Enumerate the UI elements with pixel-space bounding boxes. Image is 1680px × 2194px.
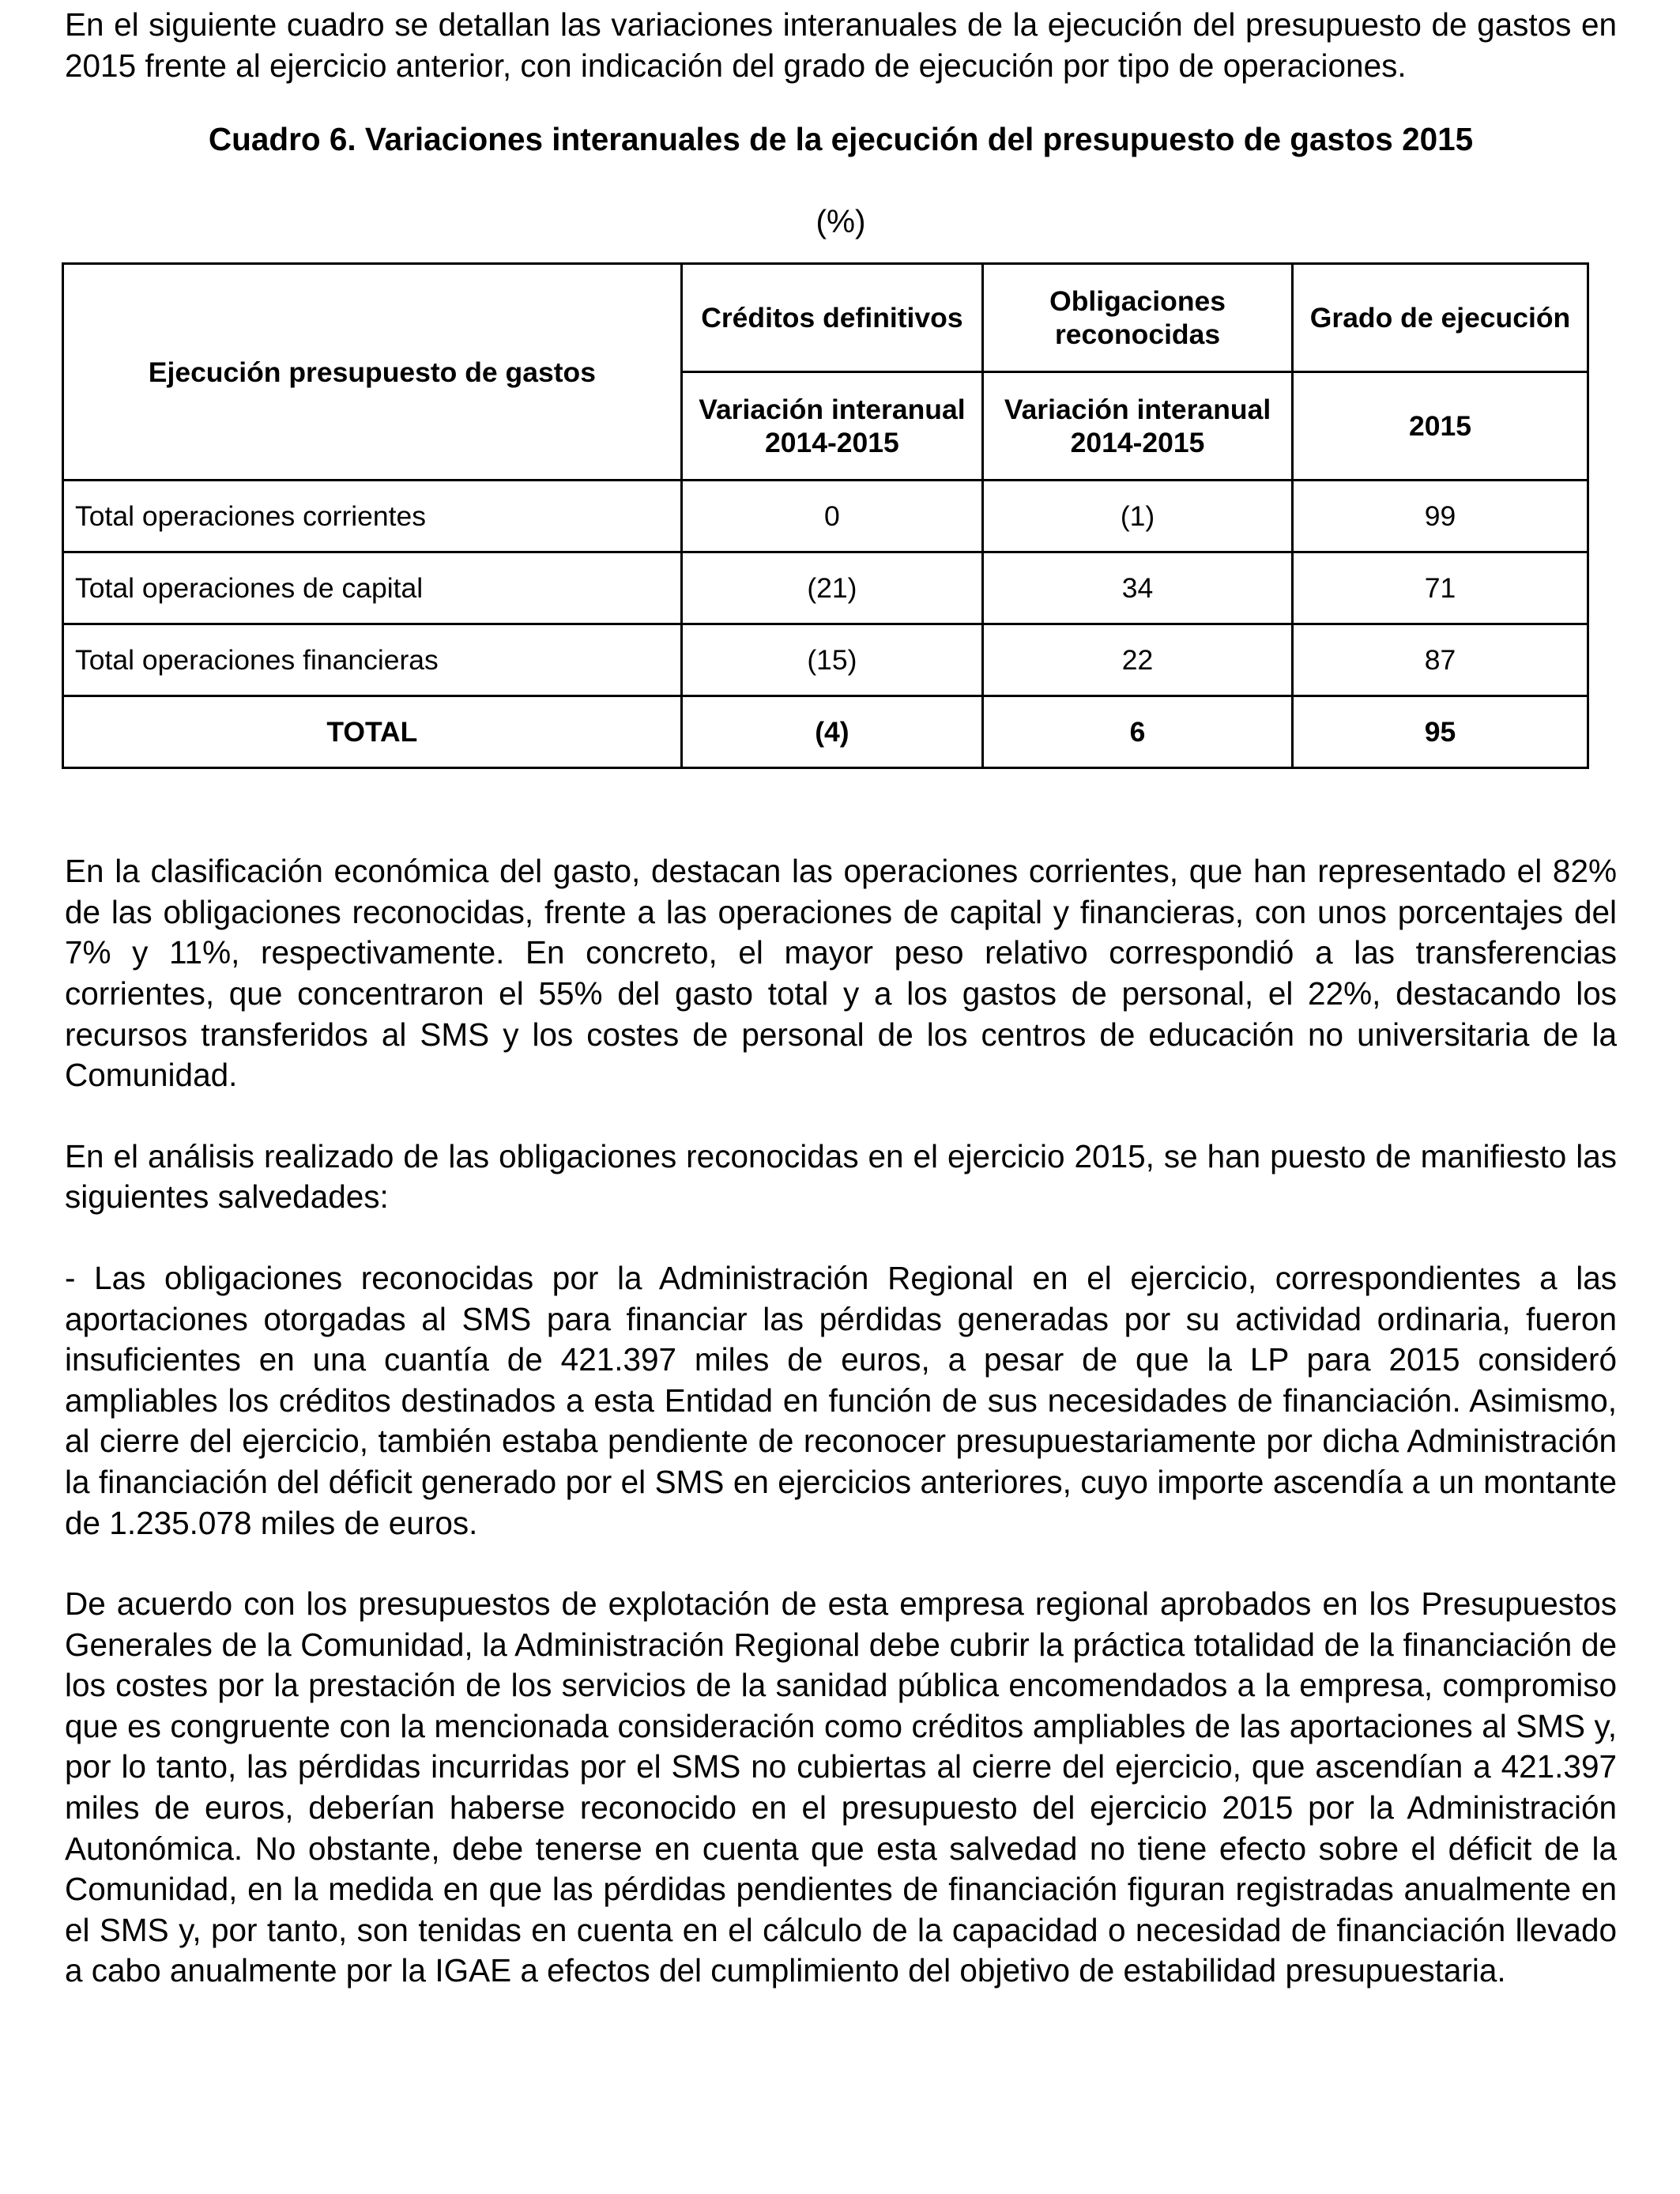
subheader-creditos: Variación interanual 2014-2015 — [681, 372, 982, 481]
budget-variation-table — [62, 262, 1589, 769]
row-obligaciones: 22 — [983, 624, 1293, 696]
total-obligaciones: 6 — [983, 696, 1293, 768]
header-creditos: Créditos definitivos — [681, 264, 982, 372]
subheader-obligaciones: Variación interanual 2014-2015 — [983, 372, 1293, 481]
row-creditos: (15) — [681, 624, 982, 696]
table-unit: (%) — [816, 203, 866, 240]
paragraph-analisis: En el análisis realizado de las obligaciones reconocidas en el ejercicio 2015, se han puesto de manifiesto las siguientes salvedades: — [65, 1137, 1617, 1216]
header-grado: Grado de ejecución — [1292, 264, 1588, 372]
total-label: TOTAL — [63, 696, 682, 768]
row-creditos: 0 — [681, 481, 982, 552]
row-obligaciones: (1) — [983, 481, 1293, 552]
subheader-grado: 2015 — [1292, 372, 1588, 481]
row-label: Total operaciones financieras — [63, 624, 682, 696]
intro-paragraph: En el siguiente cuadro se detallan las variaciones interanuales de la ejecución del presupuesto de gastos en 2015 frente al ejercicio anterior, con indicación del grado de ejecución por tipo de operaciones. — [65, 6, 1617, 84]
total-creditos: (4) — [681, 696, 982, 768]
row-label: Total operaciones corrientes — [63, 481, 682, 552]
row-grado: 71 — [1292, 552, 1588, 624]
header-ejecucion: Ejecución presupuesto de gastos — [63, 264, 682, 481]
total-grado: 95 — [1292, 696, 1588, 768]
row-creditos: (21) — [681, 552, 982, 624]
row-obligaciones: 34 — [983, 552, 1293, 624]
row-grado: 87 — [1292, 624, 1588, 696]
header-obligaciones: Obligaciones reconocidas — [983, 264, 1293, 372]
row-grado: 99 — [1292, 481, 1588, 552]
table-title: Cuadro 6. Variaciones interanuales de la ejecución del presupuesto de gastos 2015 — [208, 121, 1474, 158]
table-row — [63, 552, 1588, 624]
table-row — [63, 481, 1588, 552]
paragraph-salvedad: - Las obligaciones reconocidas por la Administración Regional en el ejercicio, correspondientes a las aportaciones otorgadas al SMS para financiar las pérdidas generadas por su actividad ordinaria, fueron insuficientes en una cuantía de 421.397 miles de euros, a pesar de que la LP para 2015 consideró ampliables los créditos destinados a esta Entidad en función de sus necesidades de financiación. Asimismo, al cierre del ejercicio, también estaba pendiente de reconocer presupuestariamente por dicha Administración la financiación del déficit generado por el SMS en ejercicios anteriores, cuyo importe ascendía a un montante de 1.235.078 miles de euros. — [65, 1259, 1617, 1541]
table-header-row — [63, 264, 1588, 372]
paragraph-presupuestos: De acuerdo con los presupuestos de explotación de esta empresa regional aprobados en los Presupuestos Generales de la Comunidad, la Administración Regional debe cubrir la práctica totalidad de la financiación de los costes por la prestación de los servicios de la sanidad pública encomendados a la empresa, compromiso que es congruente con la mencionada consideración como créditos ampliables de las aportaciones al SMS y, por lo tanto, las pérdidas incurridas por el SMS no cubiertas al cierre del ejercicio, que ascendían a 421.397 miles de euros, deberían haberse reconocido en el presupuesto del ejercicio 2015 por la Administración Autonómica. No obstante, debe tenerse en cuenta que esta salvedad no tiene efecto sobre el déficit de la Comunidad, en la medida en que las pérdidas pendientes de financiación figuran registradas anualmente en el SMS y, por tanto, son tenidas en cuenta en el cálculo de la capacidad o necesidad de financiación llevado a cabo anualmente por la IGAE a efectos del cumplimiento del objetivo de estabilidad presupuestaria. — [65, 1585, 1617, 1989]
table-row — [63, 624, 1588, 696]
row-label: Total operaciones de capital — [63, 552, 682, 624]
table-total-row — [63, 696, 1588, 768]
paragraph-clasificacion: En la clasificación económica del gasto, destacan las operaciones corrientes, que han representado el 82% de las obligaciones reconocidas, frente a las operaciones de capital y financieras, con unos porcentajes del 7% y 11%, respectivamente. En concreto, el mayor peso relativo correspondió a las transferencias corrientes, que concentraron el 55% del gasto total y a los gastos de personal, el 22%, destacando los recursos transferidos al SMS y los costes de personal de los centros de educación no universitaria de la Comunidad. — [65, 853, 1617, 1094]
